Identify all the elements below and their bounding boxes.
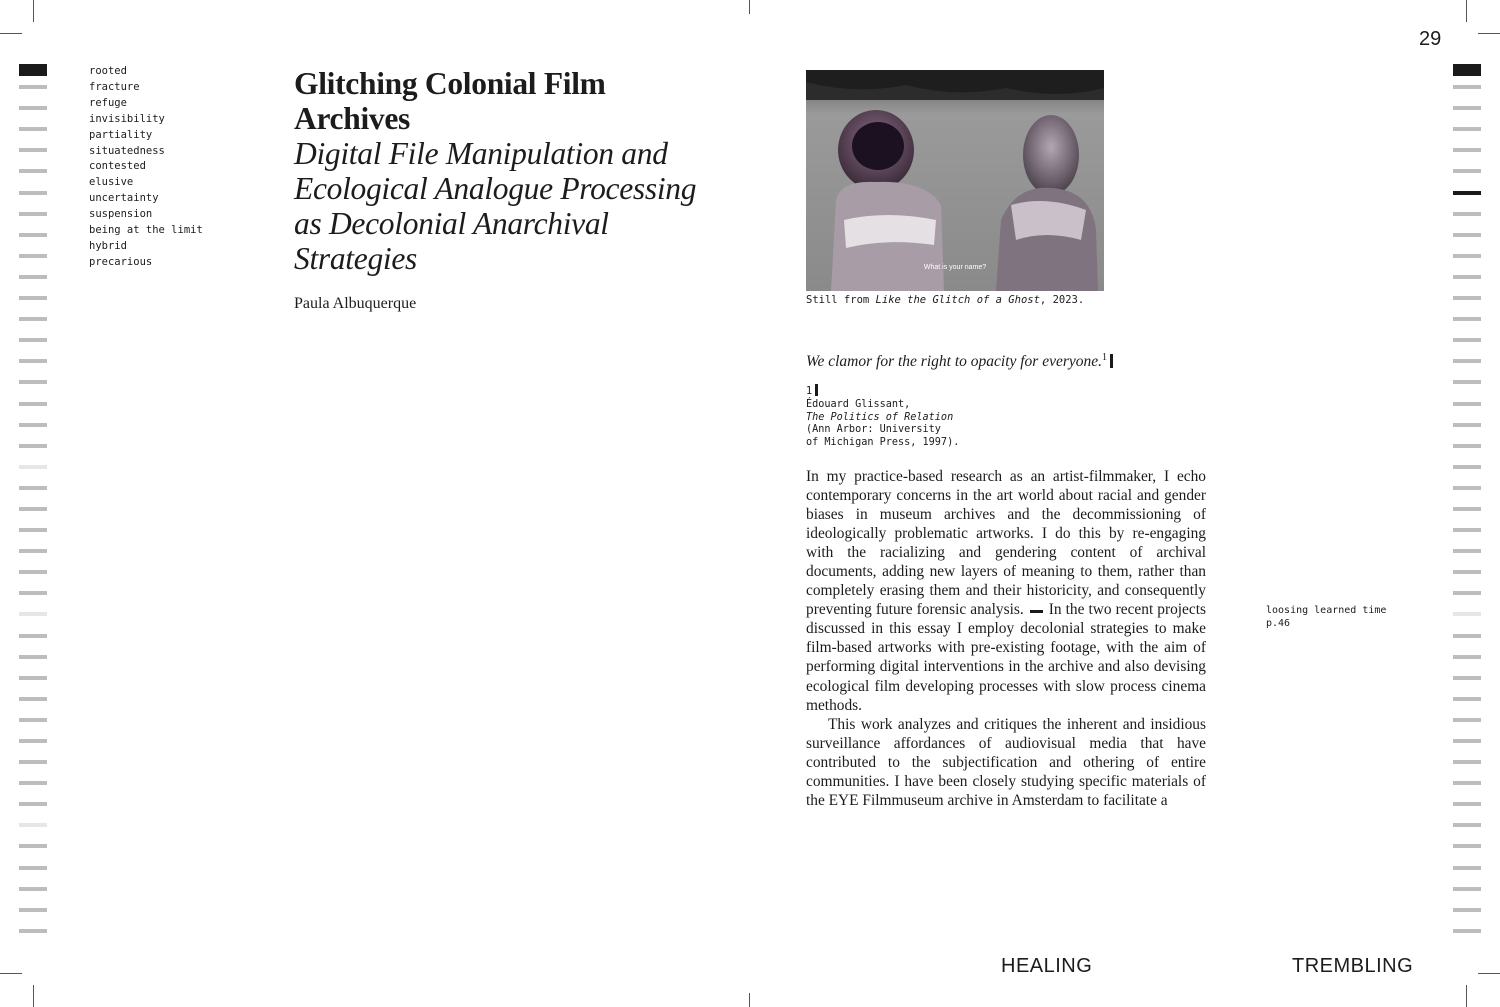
index-bar	[1453, 359, 1481, 363]
margin-reference-page: p.46	[1266, 617, 1291, 629]
index-bar	[1453, 465, 1481, 469]
index-bar	[1453, 866, 1481, 870]
margin-reference-title: loosing learned time	[1266, 605, 1387, 616]
index-bar	[19, 169, 47, 173]
index-bar	[1453, 212, 1481, 216]
index-bar	[19, 85, 47, 89]
index-bar	[1453, 634, 1481, 638]
index-bar	[19, 634, 47, 638]
index-bar	[1453, 929, 1481, 933]
index-bar	[19, 64, 47, 76]
index-bar	[19, 486, 47, 490]
image-caption	[806, 294, 1084, 306]
epigraph-text: We clamor for the right to opacity for everyone.	[806, 353, 1103, 371]
index-bar	[1453, 823, 1481, 827]
index-bar	[19, 528, 47, 532]
index-bar	[19, 591, 47, 595]
index-bar	[19, 465, 47, 469]
index-bar	[19, 507, 47, 511]
paragraph: This work analyzes and critiques the inherent and insidious surveillance affordances of audiovisual media that have contributed to the subjectification and othering of entire communities. I have been closely studying specific materials of the EYE Filmmuseum archive in Amsterdam to facilitate a	[806, 715, 1206, 809]
caption-prefix: Still from	[806, 294, 876, 306]
footnote-publisher-2: of Michigan Press, 1997).	[806, 437, 960, 449]
index-bar	[1453, 739, 1481, 743]
footnote-publisher-1: (Ann Arbor: University	[806, 424, 941, 436]
footnote-author: Édouard Glissant,	[806, 398, 911, 410]
index-bar	[19, 549, 47, 553]
index-bar	[19, 802, 47, 806]
epigraph	[806, 352, 1113, 371]
crop-mark	[0, 973, 22, 974]
keyword-item: contested	[89, 160, 146, 173]
keyword-item: hybrid	[89, 239, 127, 252]
index-bar	[1453, 254, 1481, 258]
index-bar	[1453, 64, 1481, 76]
index-bar	[19, 359, 47, 363]
keyword-item: fracture	[89, 80, 140, 93]
crop-mark	[749, 993, 750, 1007]
footnote-title: The Politics of Relation	[806, 411, 954, 423]
left-section-index	[19, 64, 47, 950]
index-bar	[1453, 655, 1481, 659]
index-bar	[1453, 844, 1481, 848]
index-bar	[19, 823, 47, 827]
index-bar	[19, 148, 47, 152]
index-bar	[19, 402, 47, 406]
crop-mark	[1466, 0, 1467, 22]
index-bar	[1453, 191, 1481, 195]
index-bar	[19, 423, 47, 427]
index-bar	[1453, 148, 1481, 152]
film-subtitle: What is your name?	[923, 264, 987, 271]
keyword-item: uncertainty	[89, 192, 159, 205]
index-bar	[19, 844, 47, 848]
paragraph-text: In my practice-based research as an artist-filmmaker, I echo contemporary concerns in the art world about racial and gender biases in museum archives and the decommissioning of ideologically problematic artworks. I do this by re-engaging with the racializing and gendering content of archival documents, adding new layers of meaning to them, rather than completely erasing them and their historicity, and consequently preventing future forensic analysis.	[806, 468, 1206, 619]
index-bar	[1453, 887, 1481, 891]
subtitle: Digital File Manipulation and Ecological Analogue Processing as Decolonial Anarchival Strategies	[294, 136, 697, 276]
index-bar	[19, 655, 47, 659]
keyword-list	[89, 64, 203, 271]
index-bar	[19, 760, 47, 764]
keyword-item: being at the limit	[89, 224, 203, 237]
cross-reference-marker[interactable]	[1030, 610, 1043, 613]
keyword-item: suspension	[89, 208, 153, 221]
crop-mark	[1478, 973, 1500, 974]
index-bar	[1453, 106, 1481, 110]
index-bar	[19, 570, 47, 574]
footer-section-left: HEALING	[1001, 955, 1093, 977]
index-bar	[1453, 697, 1481, 701]
index-bar	[19, 275, 47, 279]
index-bar	[19, 317, 47, 321]
keyword-item: partiality	[89, 128, 153, 141]
crop-mark	[1466, 985, 1467, 1007]
footnote-number-line	[806, 384, 959, 399]
index-bar	[19, 718, 47, 722]
author-name: Paula Albuquerque	[294, 295, 417, 312]
index-bar	[1453, 612, 1481, 616]
keyword-item: rooted	[89, 65, 127, 77]
index-bar	[1453, 380, 1481, 384]
index-bar	[1453, 781, 1481, 785]
index-bar	[1453, 127, 1481, 131]
index-bar	[1453, 549, 1481, 553]
index-bar	[19, 781, 47, 785]
index-bar	[19, 127, 47, 131]
crop-mark	[0, 33, 22, 34]
index-bar	[1453, 676, 1481, 680]
index-bar	[1453, 169, 1481, 173]
crop-mark	[33, 985, 34, 1007]
index-bar	[1453, 444, 1481, 448]
index-bar	[19, 739, 47, 743]
index-bar	[1453, 85, 1481, 89]
index-bar	[19, 191, 47, 195]
index-bar	[19, 338, 47, 342]
index-bar	[1453, 528, 1481, 532]
index-bar	[19, 106, 47, 110]
paragraph-text: In the two recent projects discussed in this essay I employ decolonial strategies to make film-based artworks with pre-existing footage, with the aim of performing digital interventions in the archive and also devising ecological film developing processes with slow process cinema methods.	[806, 601, 1206, 714]
right-section-index	[1453, 64, 1481, 950]
index-bar	[1453, 802, 1481, 806]
index-bar	[19, 697, 47, 701]
body-text	[806, 467, 1206, 810]
index-bar	[19, 233, 47, 237]
keyword-item: precarious	[89, 255, 153, 268]
crop-mark	[749, 0, 750, 14]
index-bar	[19, 908, 47, 912]
footnote-marker	[815, 384, 818, 396]
index-bar	[1453, 760, 1481, 764]
paragraph	[806, 467, 1206, 715]
index-bar	[1453, 570, 1481, 574]
index-bar	[1453, 317, 1481, 321]
index-bar	[19, 676, 47, 680]
index-bar	[1453, 908, 1481, 912]
index-bar	[1453, 275, 1481, 279]
keyword-item: situatedness	[89, 144, 165, 157]
index-bar	[19, 612, 47, 616]
index-bar	[19, 444, 47, 448]
caption-film-title: Like the Glitch of a Ghost	[875, 294, 1040, 306]
index-bar	[19, 380, 47, 384]
page-number: 29	[1419, 28, 1442, 50]
index-bar	[1453, 423, 1481, 427]
index-bar	[19, 929, 47, 933]
caption-suffix: , 2023.	[1039, 294, 1085, 306]
main-title: Glitching Colonial Film Archives	[294, 66, 606, 136]
crop-mark	[33, 0, 34, 22]
index-bar	[19, 866, 47, 870]
margin-cross-reference[interactable]	[1266, 605, 1386, 630]
keyword-item: invisibility	[89, 112, 165, 125]
footnote-number: 1	[806, 386, 813, 397]
film-still-image	[806, 70, 1104, 291]
keyword-item: refuge	[89, 96, 127, 109]
index-bar	[1453, 402, 1481, 406]
index-bar	[1453, 233, 1481, 237]
index-bar	[19, 254, 47, 258]
footer-section-right: TREMBLING	[1292, 955, 1414, 977]
index-bar	[1453, 507, 1481, 511]
index-bar	[19, 212, 47, 216]
index-bar	[1453, 486, 1481, 490]
index-bar	[1453, 718, 1481, 722]
index-bar	[19, 887, 47, 891]
index-bar	[1453, 591, 1481, 595]
keyword-item: elusive	[89, 176, 134, 189]
article-title	[294, 66, 714, 276]
index-bar	[1453, 338, 1481, 342]
footnote-marker	[1110, 354, 1113, 368]
index-bar	[19, 296, 47, 300]
footnote-reference[interactable]: 1	[1102, 352, 1108, 363]
index-bar	[1453, 296, 1481, 300]
crop-mark	[1478, 33, 1500, 34]
footnote	[806, 384, 959, 450]
